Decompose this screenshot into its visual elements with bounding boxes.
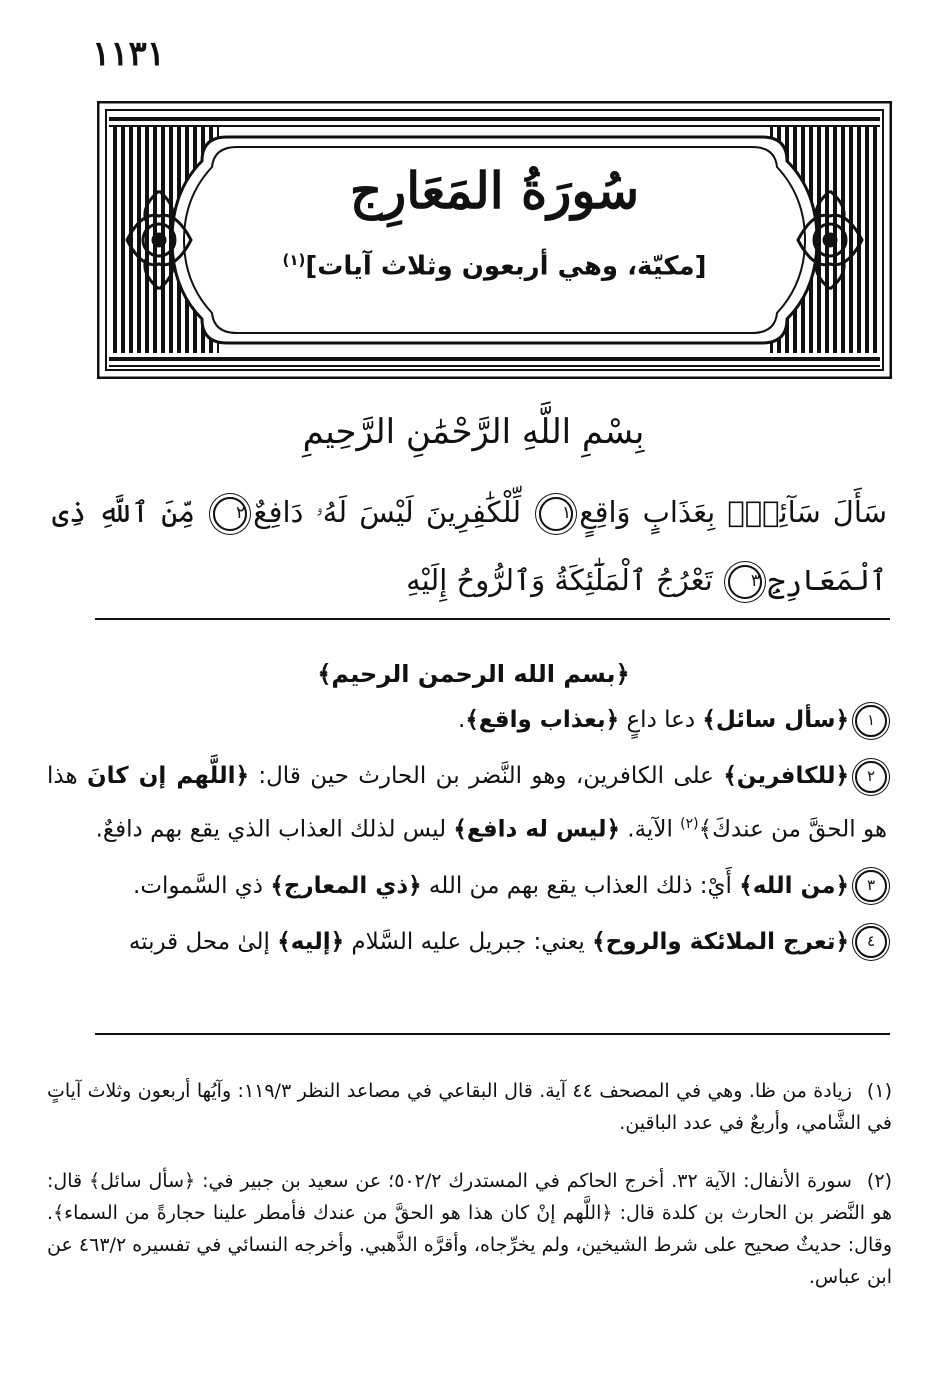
tafsir-basmala: ﴿بسم الله الرحمن الرحيم﴾ xyxy=(317,660,630,688)
tafsir-entry xyxy=(47,696,887,744)
tafsir-text: . xyxy=(458,707,466,733)
surah-subtitle xyxy=(97,251,892,282)
verse-text: لِّلْكَٰفِرِينَ لَيْسَ لَهُۥ دَافِعٌ xyxy=(253,495,522,529)
ayah-number-marker: ١ xyxy=(855,705,887,737)
divider xyxy=(95,618,890,620)
footnote xyxy=(47,1075,892,1139)
footnote-ref: (٢) xyxy=(680,816,699,832)
tafsir-text: إلىٰ محل قربته xyxy=(128,928,278,955)
footnote-text: سورة الأنفال: الآية ٣٢. أخرج الحاكم في المستدرك ٥٠٢/٢؛ عن سعيد بن جبير في: ﴿سأل سائل﴾ قال: هو النَّضر بن الحارث بن كلدة قال: ﴿اللَّهم إنْ كان هذا هو الحقَّ من عندك فأمطر علينا حجارةً من السماء﴾. وقال: حديثٌ صحيح على شرط الشيخين، ولم يخرِّجاه، وأقرَّه الذَّهبي. وأخرجه النسائي في تفسيره ٤٦٣/٢ عن ابن عباس. xyxy=(47,1170,892,1288)
verse-text: تَعْرُجُ ٱلْمَلَٰٓئِكَةُ وَٱلرُّوحُ إِلَيْهِ xyxy=(406,563,713,597)
ayah-number-marker: ١ xyxy=(539,497,573,531)
quoted-verse: ﴿ذي المعارج﴾ xyxy=(270,872,422,899)
tafsir-text: هذا هو الحقَّ من عندكَ﴾ xyxy=(47,763,887,843)
footnote-ref: (١) xyxy=(282,251,306,269)
footnote-text: زيادة من ظا. وهي في المصحف ٤٤ آية. قال البقاعي في مصاعد النظر ١١٩/٣: وآيُها أربعون وثلاث آياتٍ في الشَّامي، وأربعٌ في عدد الباقين. xyxy=(47,1080,892,1134)
quoted-verse: ﴿من الله﴾ xyxy=(739,872,849,899)
quoted-verse: ﴿إليه﴾ xyxy=(277,928,345,955)
footnote-number: (١) xyxy=(866,1080,892,1102)
ayah-number-marker: ٢ xyxy=(213,497,247,531)
tafsir-text: على الكافرين، وهو النَّضر بن الحارث حين قال: xyxy=(248,763,724,789)
quoted-verse: ﴿ليس له دافع﴾ xyxy=(453,816,620,843)
tafsir-text: الآية. xyxy=(619,816,681,843)
tafsir-text: يعني: جبريل عليه السَّلام xyxy=(344,928,593,955)
tafsir-body xyxy=(47,696,887,974)
verse-text: مِّنَ ٱللَّهِ ذِى ٱلْمَعَارِجِ xyxy=(52,495,887,597)
tafsir-entry xyxy=(47,918,887,966)
tafsir-entry xyxy=(47,752,887,854)
footnote-divider xyxy=(95,1033,890,1035)
quoted-verse: ﴿تعرج الملائكة والروح﴾ xyxy=(592,928,849,955)
ornamental-border xyxy=(97,101,892,379)
quran-verses xyxy=(52,478,887,614)
page-number: ١١٣١ xyxy=(92,34,166,74)
tafsir-text: ذي السَّموات. xyxy=(133,872,271,899)
tafsir-text: دعا داعٍ xyxy=(619,707,703,733)
ayah-number-marker: ٢ xyxy=(855,761,887,793)
ayah-number-marker: ٤ xyxy=(855,926,887,958)
footnote xyxy=(47,1165,892,1293)
verse-text: سَأَلَ سَآئِلُۢ بِعَذَابٍ وَاقِعٍ xyxy=(579,495,888,529)
surah-title: سُورَةُ المَعَارِج xyxy=(349,161,640,220)
tafsir-text: أَيْ: ذلك العذاب يقع بهم من الله xyxy=(421,872,740,899)
quoted-verse: ﴿سأل سائل﴾ xyxy=(702,707,849,733)
tafsir-text: ليس لذلك العذاب الذي يقع بهم دافعٌ. xyxy=(95,816,454,843)
tafsir-entry xyxy=(47,862,887,910)
quoted-verse: ﴿بعذاب واقع﴾ xyxy=(465,707,620,733)
surah-subtitle-text: [مكيّة، وهي أربعون وثلاث آيات] xyxy=(305,251,707,282)
ayah-number-marker: ٣ xyxy=(855,870,887,902)
quoted-verse: ﴿اللَّهم إن كانَ xyxy=(87,763,249,789)
surah-header-frame xyxy=(97,101,892,379)
quoted-verse: ﴿للكافرين﴾ xyxy=(723,763,850,789)
footnote-number: (٢) xyxy=(866,1170,892,1192)
basmala-quran: بِسْمِ اللَّهِ الرَّحْمَٰنِ الرَّحِيمِ xyxy=(302,412,645,452)
ayah-number-marker: ٣ xyxy=(728,565,762,599)
